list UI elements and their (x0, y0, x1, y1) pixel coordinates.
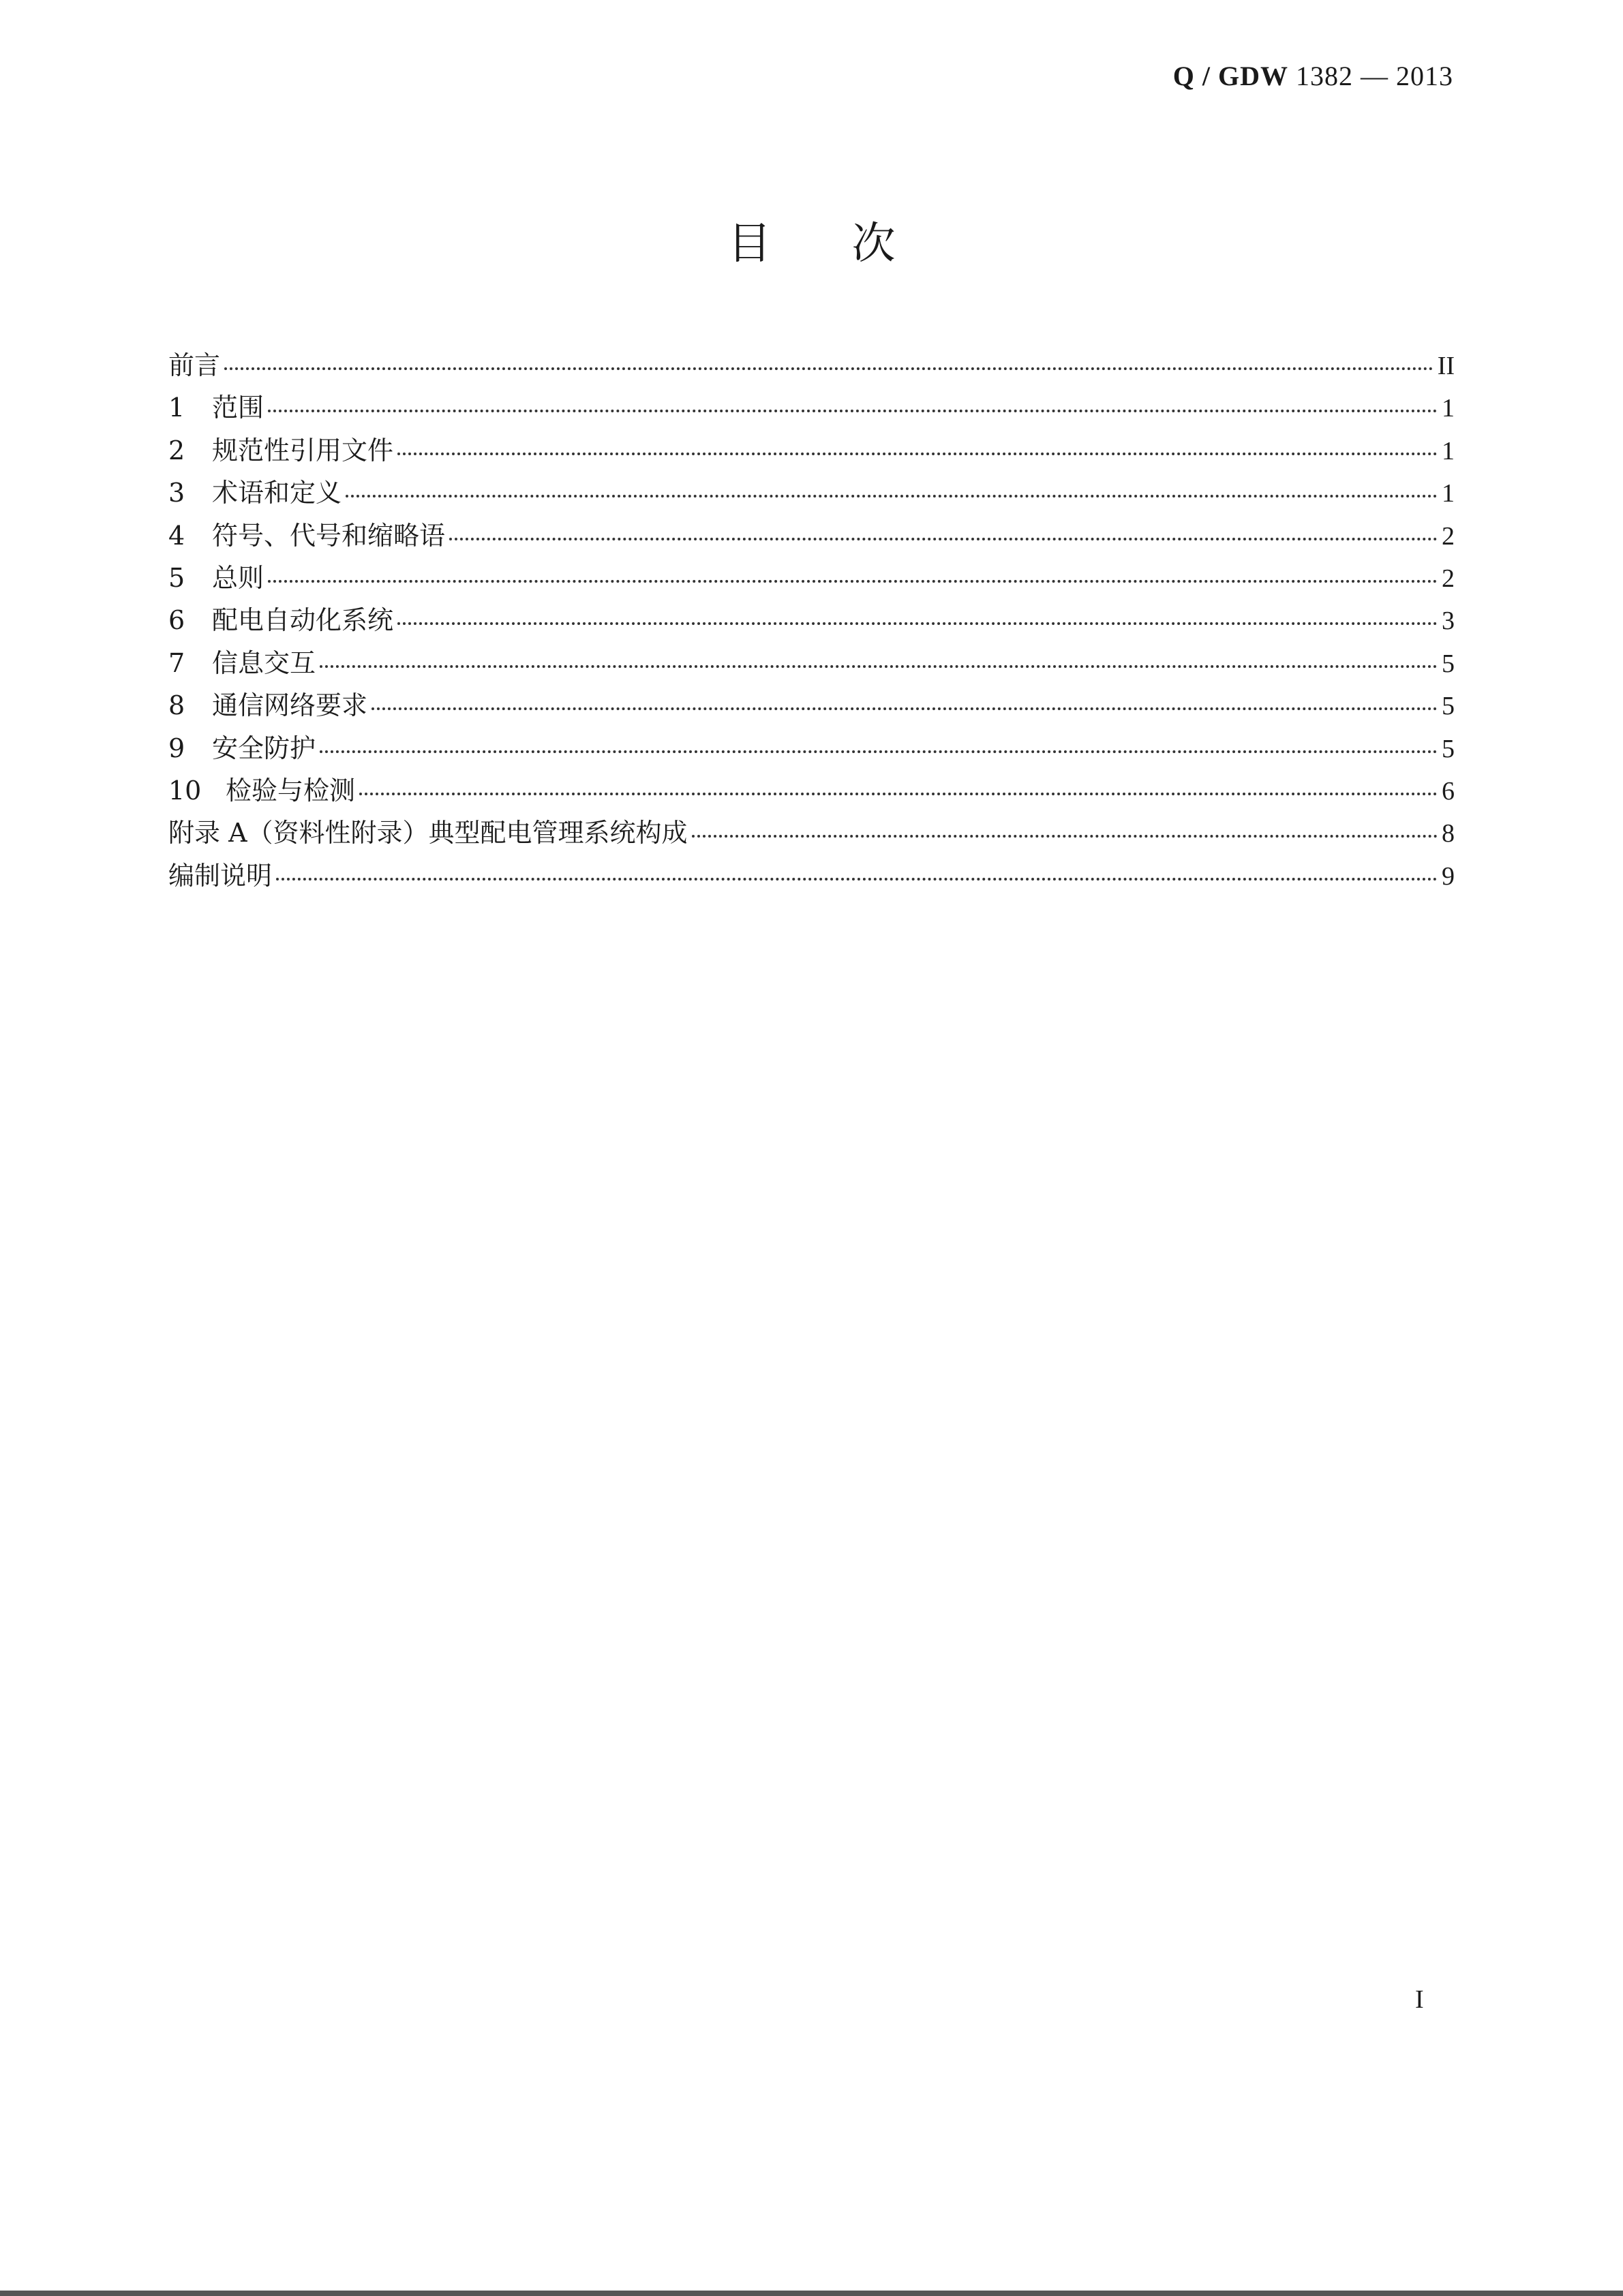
toc-entry-label: 通信网络要求 (212, 690, 368, 721)
toc-entry-7[interactable] (168, 642, 1455, 684)
toc-entry-page: 6 (1442, 776, 1455, 806)
toc-entry-2[interactable] (168, 429, 1455, 472)
toc-entry-6[interactable] (168, 599, 1455, 641)
toc-entry-9[interactable] (168, 727, 1455, 769)
toc-entry-number: 7 (168, 647, 185, 678)
toc-leader-dots (268, 410, 1438, 412)
toc-leader-dots (359, 793, 1438, 795)
toc-entry-4[interactable] (168, 515, 1455, 557)
toc-entry-5[interactable] (168, 557, 1455, 599)
toc-entry-page: 1 (1442, 394, 1455, 423)
toc-entry-page: 9 (1442, 861, 1455, 891)
toc-leader-dots (320, 665, 1438, 668)
toc-entry-8[interactable] (168, 684, 1455, 726)
toc-leader-dots (268, 580, 1438, 583)
toc-entry-number: 6 (168, 605, 185, 636)
toc-entry-number: 1 (168, 393, 185, 423)
toc-entry-label: 信息交互 (212, 647, 316, 678)
toc-entry-page: 8 (1442, 819, 1455, 848)
toc-leader-dots (692, 835, 1438, 838)
toc-entry-number: 9 (168, 733, 185, 763)
page-title: 目次 (727, 219, 976, 269)
toc-entry-number: 5 (168, 562, 185, 593)
toc-leader-dots (397, 622, 1438, 625)
standard-prefix: Q / GDW (1172, 61, 1288, 91)
toc-entry-label: 总则 (212, 562, 264, 593)
page-number: I (1415, 1985, 1424, 2014)
toc-entry-label: 术语和定义 (212, 478, 342, 508)
toc-entry-3[interactable] (168, 472, 1455, 514)
bottom-edge-divider (0, 2291, 1623, 2296)
toc-entry-label: 规范性引用文件 (212, 435, 394, 465)
toc-entry-page: 5 (1442, 649, 1455, 678)
toc-entry-number: 2 (168, 435, 185, 465)
toc-leader-dots (449, 538, 1438, 540)
toc-entry-compilation-notes[interactable] (168, 855, 1455, 897)
toc-entry-number: 3 (168, 478, 185, 508)
toc-entry-page: 2 (1442, 564, 1455, 593)
toc-leader-dots (371, 707, 1438, 710)
toc-entry-number: 10 (168, 775, 202, 806)
toc-entry-appendix-a[interactable] (168, 812, 1455, 854)
toc-entry-page: 5 (1442, 692, 1455, 721)
toc-leader-dots (276, 878, 1438, 881)
toc-entry-label: 编制说明 (168, 860, 273, 891)
toc-entry-page: II (1437, 352, 1455, 380)
toc-leader-dots (224, 367, 1434, 370)
toc-entry-number: 8 (168, 690, 185, 721)
toc-entry-10[interactable] (168, 769, 1455, 812)
toc-entry-number: 4 (168, 520, 185, 551)
toc-entry-page: 3 (1442, 607, 1455, 636)
toc-leader-dots (397, 453, 1438, 455)
toc-leader-dots (346, 495, 1438, 498)
table-of-contents (168, 344, 1455, 897)
toc-entry-preface[interactable] (168, 344, 1455, 386)
toc-leader-dots (320, 750, 1438, 753)
toc-entry-page: 5 (1442, 734, 1455, 763)
toc-entry-1[interactable] (168, 386, 1455, 429)
toc-entry-label: 配电自动化系统 (212, 605, 394, 636)
toc-entry-label: 范围 (212, 393, 264, 423)
toc-entry-page: 1 (1442, 436, 1455, 465)
toc-entry-label: 安全防护 (212, 733, 316, 763)
toc-entry-label: 检验与检测 (226, 775, 356, 806)
toc-entry-label: 附录 A（资料性附录）典型配电管理系统构成 (168, 818, 688, 848)
standard-number: 1382 — 2013 (1288, 61, 1453, 91)
toc-entry-label: 前言 (168, 350, 221, 380)
document-code-header (1173, 60, 1453, 92)
toc-entry-page: 2 (1442, 521, 1455, 551)
toc-entry-label: 符号、代号和缩略语 (212, 520, 446, 551)
toc-entry-page: 1 (1442, 479, 1455, 508)
